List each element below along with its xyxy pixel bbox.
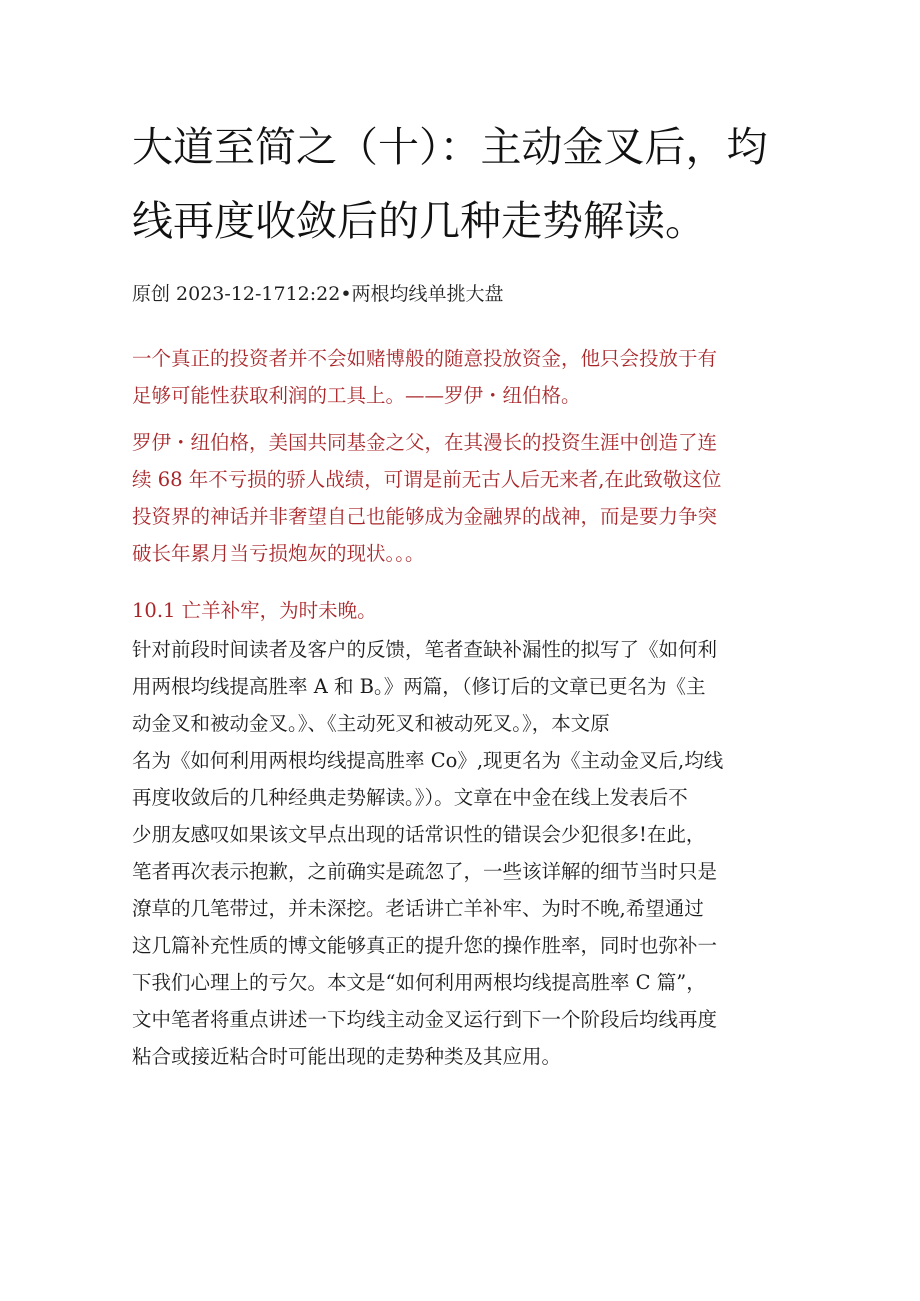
text-line: 动金叉和被动金叉。》、《主动死叉和被动死叉。》，本文原 xyxy=(132,712,610,735)
text-line: 用两根均线提高胜率 A 和 B。》两篇，（修订后的文章已更名为《主 xyxy=(132,675,706,698)
text-line: 潦草的几笔带过，并未深挖。老话讲亡羊补牢、为时不晚,希望通过 xyxy=(132,897,704,920)
title-line: 线再度收敛后的几种走势解读。 xyxy=(132,197,706,245)
text-line: 下我们心理上的亏欠。本文是“如何利用两根均线提高胜率 C 篇”， xyxy=(132,971,706,994)
section-heading: 10.1 亡羊补牢，为时未晚。 xyxy=(132,599,377,622)
text-line: 这几篇补充性质的博文能够真正的提升您的操作胜率，同时也弥补一 xyxy=(132,934,718,957)
title-line: 大道至简之（十）：主动金叉后，均 xyxy=(132,123,768,171)
text-line: 针对前段时间读者及客户的反馈，笔者查缺补漏性的拟写了《如何利 xyxy=(132,638,718,661)
quote-line: 一个真正的投资者并不会如赌博般的随意投放资金，他只会投放于有 xyxy=(132,347,718,370)
text-line: 粘合或接近粘合时可能出现的走势种类及其应用。 xyxy=(132,1045,562,1068)
opening-quote xyxy=(132,340,788,414)
quote-line: 足够可能性获取利润的工具上。——罗伊・纽伯格。 xyxy=(132,384,581,407)
text-line: 名为《如何利用两根均线提高胜率 Co》,现更名为《主动金叉后,均线 xyxy=(132,749,724,772)
intro-line: 破长年累月当亏损炮灰的现状。。。 xyxy=(132,542,425,565)
intro-line: 投资界的神话并非奢望自己也能够成为金融界的战神，而是要力争突 xyxy=(132,505,718,528)
intro-line: 续 68 年不亏损的骄人战绩，可谓是前无古人后无来者,在此致敬这位 xyxy=(132,468,722,491)
text-line: 再度收敛后的几种经典走势解读。》）。文章在中金在线上发表后不 xyxy=(132,786,688,809)
text-line: 文中笔者将重点讲述一下均线主动金叉运行到下一个阶段后均线再度 xyxy=(132,1008,718,1031)
article-title xyxy=(132,110,792,258)
main-paragraph xyxy=(132,631,788,1075)
text-line: 少朋友感叹如果该文早点出现的话常识性的错误会少犯很多!在此， xyxy=(132,823,706,846)
article-meta: 原创 2023-12-1712:22•两根均线单挑大盘 xyxy=(132,283,504,305)
intro-line: 罗伊・纽伯格，美国共同基金之父，在其漫长的投资生涯中创造了连 xyxy=(132,431,718,454)
intro-paragraph xyxy=(132,424,788,572)
text-line: 笔者再次表示抱歉，之前确实是疏忽了，一些该详解的细节当时只是 xyxy=(132,860,718,883)
